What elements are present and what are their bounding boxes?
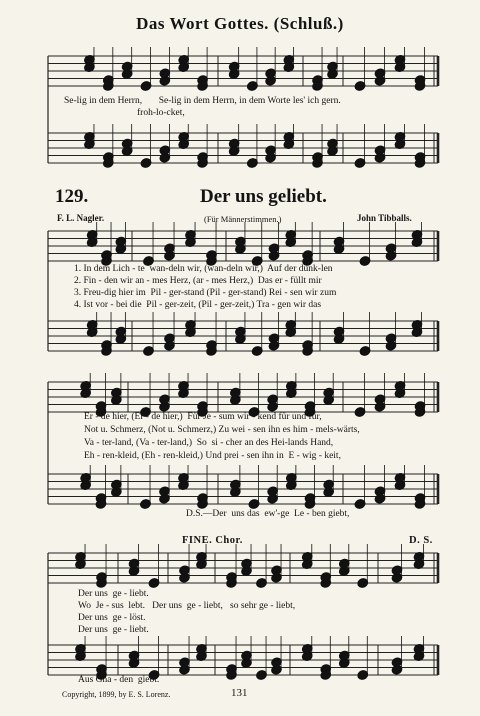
verse-1-line-a: 1. In dem Lich - te wan-deln wir, (wan-deln wir,) Auf der dunk-len: [74, 264, 333, 274]
verse-2-line-b: Not u. Schmerz, (Not u. Schmerz,) Zu wei - sen ihn es him - mels-wärts,: [84, 425, 360, 435]
page-title: Das Wort Gottes. (Schluß.): [136, 14, 344, 33]
top-lyric-line-1: Se-lig in dem Herrn, Se-lig in dem Herrn, in dem Worte les' ich gern.: [64, 96, 341, 106]
chorus-line-2: Wo Je - sus lebt. Der uns ge - liebt, so sehr ge - liebt,: [78, 601, 296, 611]
hymn-arrangement: (Für Männerstimmen.): [204, 214, 282, 224]
hymn-number: 129.: [55, 186, 89, 207]
verse-4-line-b: Eh - ren-kleid, (Eh - ren-kleid,) Und prei - sen ihn in E - wig - keit,: [84, 451, 341, 461]
chorus-line-4: Der uns ge - liebt.: [78, 625, 149, 635]
verse-3-line-a: 3. Freu-dig hier im Pil - ger-stand (Pil - ger-stand) Rei - sen wir zum: [74, 288, 337, 298]
ds-label: D. S.: [409, 535, 433, 546]
chorus-line-1: Der uns ge - liebt.: [78, 589, 149, 599]
fine-chorus-label: FINE. Chor.: [182, 535, 243, 546]
bass-lyric-line: Aus Gna - den giebt.: [78, 675, 160, 685]
verse-1-line-b: Er - de hier, (Er - de hier,) Für Je - sum wir - kend für und für,: [84, 412, 322, 422]
verse-4-line-a: 4. Ist vor - bei die Pil - ger-zeit, (Pil - ger-zeit,) Tra - gen wir das: [74, 300, 322, 310]
chorus-line-3: Der uns ge - löst.: [78, 613, 146, 623]
hymn-composer: John Tibballs.: [357, 213, 412, 223]
top-lyric-line-2: froh-lo-cket,: [137, 108, 185, 118]
ds-lyric-line: D.S.—Der uns das ew'-ge Le - ben giebt,: [186, 509, 350, 519]
copyright-notice: Copyright, 1899, by E. S. Lorenz.: [62, 690, 171, 699]
hymn-title: Der uns geliebt.: [200, 186, 327, 207]
verse-3-line-b: Va - ter-land, (Va - ter-land,) So si - cher an des Hei-lands Hand,: [84, 438, 334, 448]
hymn-author: F. L. Nagler.: [57, 213, 105, 223]
page-number: 131: [231, 687, 248, 699]
verse-2-line-a: 2. Fin - den wir an - mes Herz, (ar - mes Herz,) Das er - füllt mir: [74, 276, 322, 286]
